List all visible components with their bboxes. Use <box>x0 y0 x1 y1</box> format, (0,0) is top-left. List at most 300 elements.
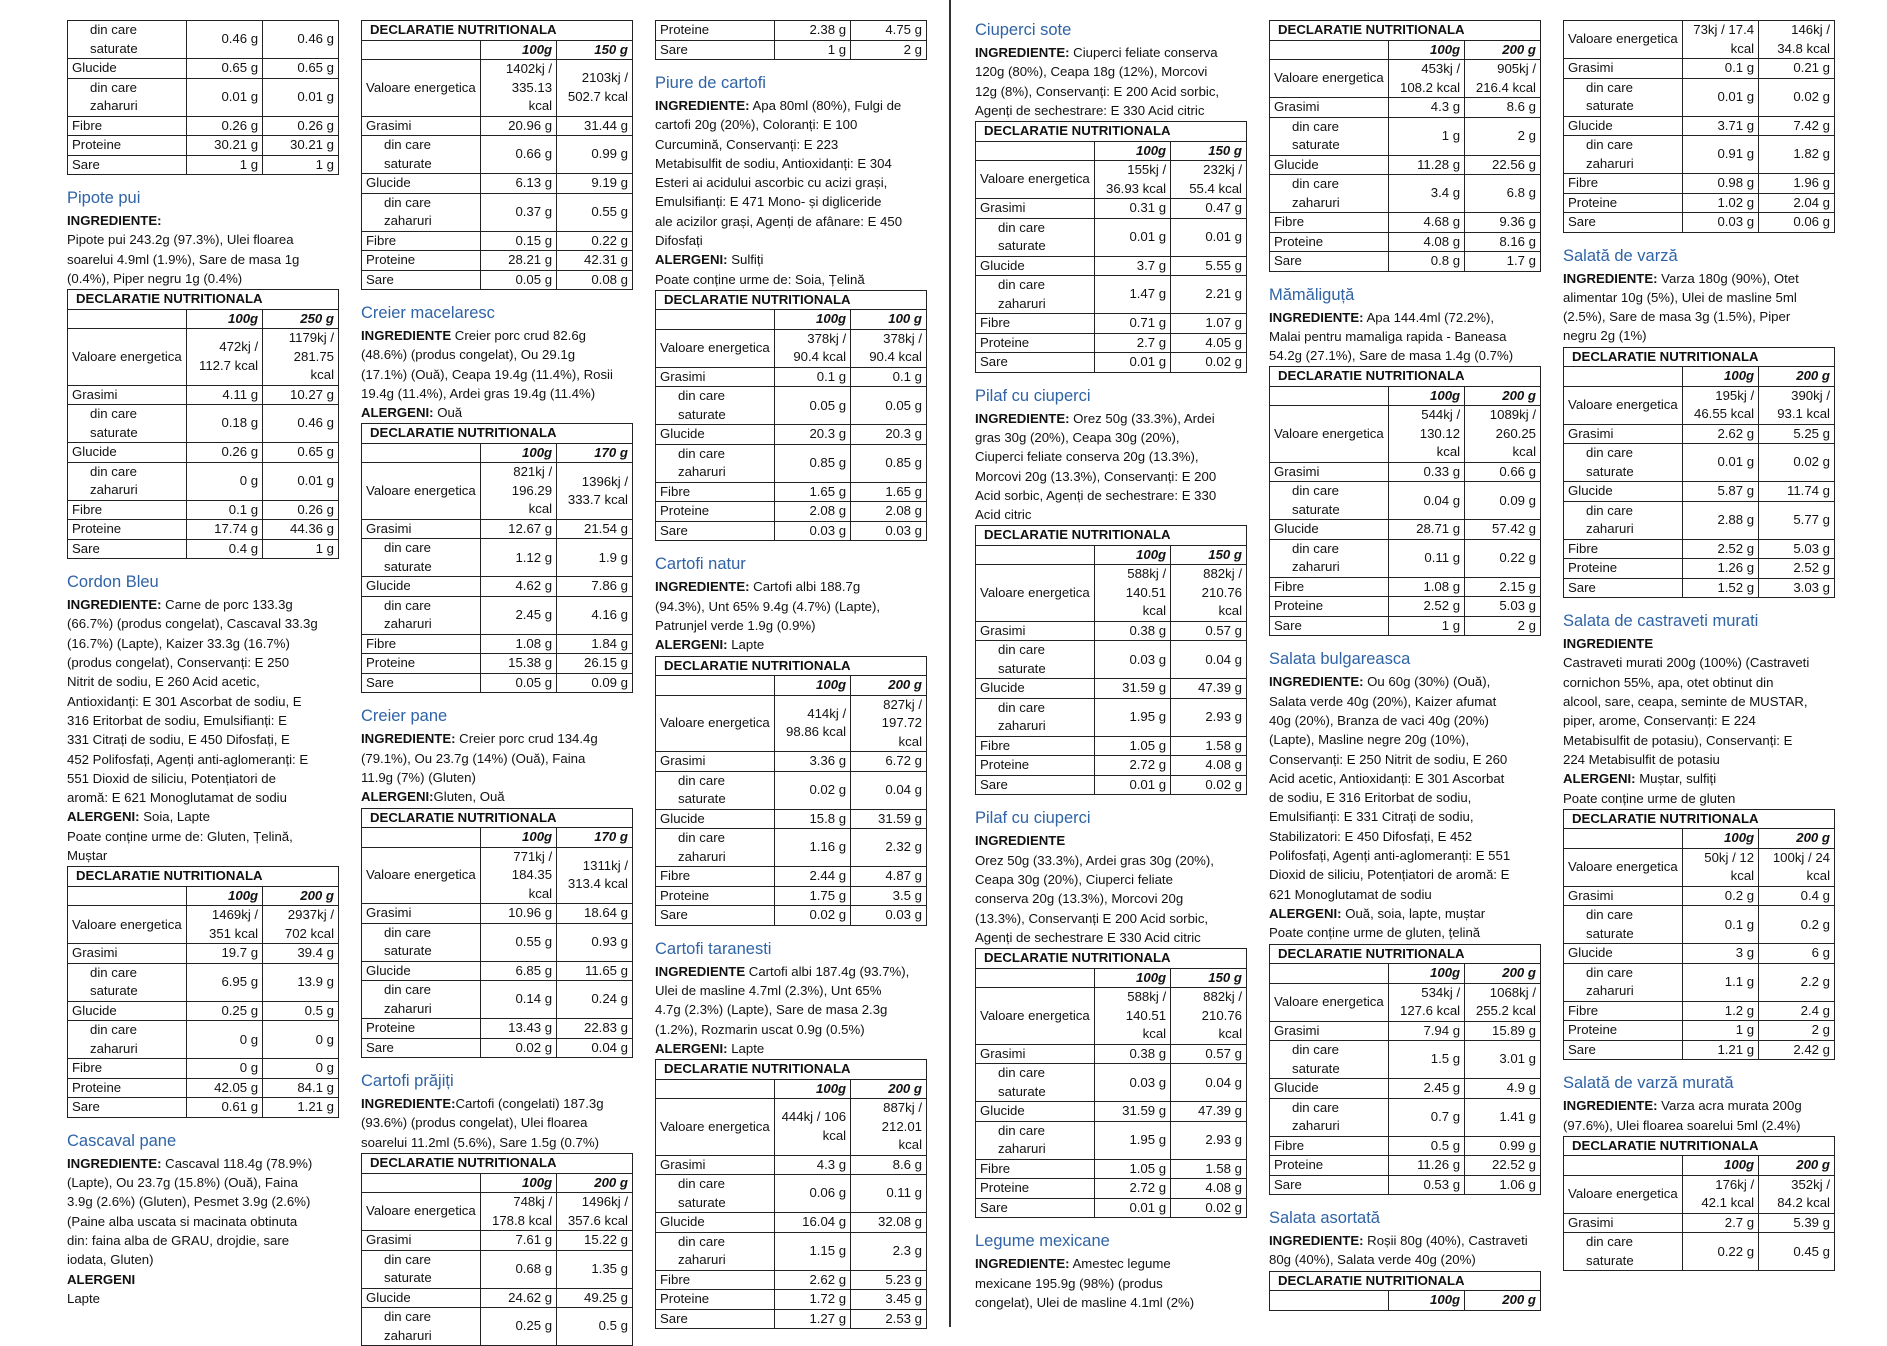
nutrient-label: Sare <box>656 906 775 926</box>
nutrition-row <box>68 21 339 59</box>
nutrient-value: 2.93 g <box>1171 1121 1247 1159</box>
nutrient-label: Proteine <box>1270 597 1389 617</box>
nutrient-value: 3.4 g <box>1389 175 1465 213</box>
nutrition-row <box>362 1019 633 1039</box>
nutrient-value: 5.03 g <box>1759 539 1835 559</box>
text-line: Emulsifianți: E 471 Mono- și digliceride <box>655 194 882 210</box>
nutrient-value: 20.3 g <box>851 425 927 445</box>
portion-blank <box>68 309 187 329</box>
nutrition-portion-row <box>656 1079 927 1099</box>
section-title: Mămăliguță <box>1269 285 1355 304</box>
nutrition-row <box>656 1155 927 1175</box>
text-line: (13.3%), Conservanți E 200 Acid sorbic, <box>975 910 1209 926</box>
nutrition-row <box>656 771 927 809</box>
nutrition-row <box>1564 21 1835 59</box>
nutrition-row <box>656 1213 927 1233</box>
text-line: Difosfați <box>655 233 703 249</box>
nutrient-value: 2.7 g <box>1683 1213 1759 1233</box>
nutrition-row <box>1270 60 1541 98</box>
nutrition-header-row <box>976 122 1247 142</box>
nutrient-value: 0.02 g <box>1171 1198 1247 1218</box>
section-title: Salată de varză <box>1563 246 1678 265</box>
nutrition-header: DECLARATIE NUTRITIONALA <box>68 290 339 310</box>
nutrient-label: Grasimi <box>976 1044 1095 1064</box>
nutrition-portion-row <box>1270 1291 1541 1311</box>
nutrient-label: din care zaharuri <box>656 829 775 867</box>
nutrient-label: Sare <box>976 775 1095 795</box>
ingredients-text <box>1269 904 1541 943</box>
portion-label: 150 g <box>557 40 633 60</box>
nutrient-label: Fibre <box>1564 1001 1683 1021</box>
nutrient-value: 47.39 g <box>1171 1102 1247 1122</box>
nutrition-table <box>1563 1136 1835 1272</box>
nutrient-label: Valoare energetica <box>656 1099 775 1156</box>
nutrient-value: 0.06 g <box>775 1175 851 1213</box>
nutrition-row <box>362 60 633 117</box>
nutrient-value: 1.27 g <box>775 1309 851 1329</box>
text-line: 3.9g (2.6%) (Gluten), Pesmet 3.9g (2.6%) <box>67 1194 311 1210</box>
nutrient-label: Grasimi <box>656 1155 775 1175</box>
portion-label: 100g <box>187 309 263 329</box>
nutrient-value: 3 g <box>1683 944 1759 964</box>
nutrient-value: 2.52 g <box>1683 539 1759 559</box>
nutrient-value: 1.58 g <box>1171 1159 1247 1179</box>
nutrient-value: 21.54 g <box>557 519 633 539</box>
portion-label: 100g <box>1389 964 1465 984</box>
nutrition-row <box>976 314 1247 334</box>
portion-label: 150 g <box>1171 141 1247 161</box>
nutrient-label: din care zaharuri <box>1270 175 1389 213</box>
nutrient-label: Valoare energetica <box>1270 983 1389 1021</box>
text-inline: Ciuperci feliate conserva <box>1069 45 1218 60</box>
nutrient-value: 0.02 g <box>1171 353 1247 373</box>
nutrient-value: 378kj / 90.4 kcal <box>775 329 851 367</box>
text-line: (Lapte), Ou 23.7g (15.8%) (Ouă), Faina <box>67 1175 298 1191</box>
nutrient-value: 5.77 g <box>1759 501 1835 539</box>
nutrition-row <box>1270 482 1541 520</box>
nutrient-value: 0.55 g <box>481 923 557 961</box>
nutrient-value: 15.89 g <box>1465 1021 1541 1041</box>
nutrient-value: 0.5 g <box>557 1308 633 1346</box>
text-inline: Orez 50g (33.3%), Ardei <box>1069 410 1215 426</box>
section-title: Pipote pui <box>67 189 141 207</box>
portion-blank <box>1270 40 1389 60</box>
nutrient-value: 2.2 g <box>1759 963 1835 1001</box>
nutrient-value: 1 g <box>187 155 263 175</box>
nutrient-label: Proteine <box>656 502 775 522</box>
nutrient-value: 352kj / 84.2 kcal <box>1759 1175 1835 1213</box>
text-line: Pipote pui 243.2g (97.3%), Ulei floarea <box>67 232 294 248</box>
nutrition-row <box>362 1250 633 1288</box>
portion-label: 100g <box>187 886 263 906</box>
nutrient-value: 905kj / 216.4 kcal <box>1465 60 1541 98</box>
text-lead: INGREDIENTE: <box>1563 1098 1658 1114</box>
portion-blank <box>362 40 481 60</box>
text-line: (16.7%) (Lapte), Kaizer 33.3g (16.7%) <box>67 635 290 651</box>
text-inline: Apa 80ml (80%), Fulgi de <box>749 98 902 113</box>
nutrient-value: 0.61 g <box>187 1098 263 1118</box>
nutrient-label: Grasimi <box>1564 424 1683 444</box>
nutrient-value: 1.96 g <box>1759 174 1835 194</box>
nutrient-label: din care zaharuri <box>656 444 775 482</box>
nutrition-header-row <box>976 949 1247 969</box>
nutrient-value: 0.38 g <box>1095 621 1171 641</box>
text-lead: INGREDIENTE: <box>361 1096 456 1112</box>
nutrient-value: 0.22 g <box>557 231 633 251</box>
nutrition-header: DECLARATIE NUTRITIONALA <box>362 1154 633 1174</box>
nutrient-value: 0.2 g <box>1759 906 1835 944</box>
nutrient-label: Fibre <box>362 634 481 654</box>
nutrient-label: Sare <box>1270 252 1389 272</box>
nutrient-label: din care zaharuri <box>1564 501 1683 539</box>
nutrient-value: 18.64 g <box>557 904 633 924</box>
nutrient-value: 0.03 g <box>775 521 851 541</box>
text-line: conserva 20g (13.3%), Morcovi 20g <box>975 891 1184 907</box>
text-inline: Cartofi albi 188.7g <box>749 579 861 595</box>
nutrition-row <box>362 1288 633 1308</box>
nutrient-label: Fibre <box>362 231 481 251</box>
nutrient-value: 3.36 g <box>775 752 851 772</box>
text-lead: INGREDIENTE <box>655 963 746 979</box>
nutrition-header-row <box>1564 1136 1835 1156</box>
nutrient-value: 0.04 g <box>1171 641 1247 679</box>
text-lead: INGREDIENTE: <box>361 731 456 747</box>
nutrient-label: Fibre <box>1564 174 1683 194</box>
text-line: (0.4%), Piper negru 1g (0.4%) <box>67 270 243 286</box>
nutrient-value: 2103kj / 502.7 kcal <box>557 60 633 117</box>
nutrition-row <box>68 906 339 944</box>
nutrient-label: din care zaharuri <box>976 698 1095 736</box>
nutrient-value: 17.74 g <box>187 520 263 540</box>
text-line: 4.7g (2.3%) (Lapte), Sare de masa 2.3g <box>655 1002 888 1018</box>
nutrient-value: 453kj / 108.2 kcal <box>1389 60 1465 98</box>
nutrition-row <box>1270 1079 1541 1099</box>
nutrition-row <box>1270 616 1541 636</box>
nutrient-value: 0.38 g <box>1095 1044 1171 1064</box>
nutrient-label: din care saturate <box>976 641 1095 679</box>
nutrient-value: 2 g <box>1465 117 1541 155</box>
nutrient-value: 1.08 g <box>1389 577 1465 597</box>
text-lead: INGREDIENTE: <box>67 597 162 613</box>
nutrient-value: 0.01 g <box>1095 1198 1171 1218</box>
nutrient-value: 1.1 g <box>1683 963 1759 1001</box>
nutrient-value: 390kj / 93.1 kcal <box>1759 386 1835 424</box>
column-1 <box>67 20 339 1308</box>
text-line: Poate conține urme de: Gluten, Țelină, <box>67 828 293 844</box>
nutrition-portion-row <box>68 886 339 906</box>
nutrient-label: Proteine <box>1270 1156 1389 1176</box>
nutrient-value: 0.02 g <box>775 906 851 926</box>
portion-blank <box>1270 1291 1389 1311</box>
nutrient-value: 57.42 g <box>1465 520 1541 540</box>
nutrition-header-row <box>1564 347 1835 367</box>
section-title: Ciuperci sote <box>975 21 1072 39</box>
nutrient-value: 882kj / 210.76 kcal <box>1171 988 1247 1045</box>
nutrient-value: 0.37 g <box>481 193 557 231</box>
nutrient-label: Proteine <box>1270 232 1389 252</box>
text-line: Ciuperci feliate conserva 20g (13.3%), <box>975 449 1199 465</box>
text-lead: INGREDIENTE: <box>1269 309 1364 325</box>
portion-blank <box>976 545 1095 565</box>
nutrition-row <box>656 329 927 367</box>
text-line: Ulei de masline 4.7ml (2.3%), Unt 65% <box>655 982 882 998</box>
nutrient-value: 2.21 g <box>1171 276 1247 314</box>
nutrient-value: 1.06 g <box>1465 1175 1541 1195</box>
nutrition-row <box>1564 78 1835 116</box>
nutrient-value: 4.68 g <box>1389 213 1465 233</box>
text-inline: Soia, Lapte <box>139 809 210 825</box>
nutrient-value: 9.19 g <box>557 174 633 194</box>
nutrient-value: 10.96 g <box>481 904 557 924</box>
nutrition-row <box>1270 1098 1541 1136</box>
nutrient-label: Glucide <box>1270 155 1389 175</box>
text-lead: INGREDIENTE <box>975 833 1066 849</box>
nutrient-value: 9.36 g <box>1465 213 1541 233</box>
text-line: (17.1%) (Ouă), Ceapa 19.4g (11.4%), Rosii <box>361 366 613 382</box>
nutrition-portion-row <box>656 676 927 696</box>
nutrient-label: din care saturate <box>362 923 481 961</box>
section-title: Cascaval pane <box>67 1131 177 1150</box>
nutrient-value: 0.04 g <box>1171 1064 1247 1102</box>
nutrition-row <box>1564 386 1835 424</box>
ingredients-text <box>1563 769 1835 808</box>
portion-label: 200 g <box>1759 367 1835 387</box>
nutrient-label: Grasimi <box>656 367 775 387</box>
nutrient-value: 20.96 g <box>481 116 557 136</box>
nutrition-row <box>1564 59 1835 79</box>
nutrition-row <box>1564 193 1835 213</box>
nutrient-value: 3.03 g <box>1759 578 1835 598</box>
nutrient-label: Glucide <box>68 443 187 463</box>
nutrient-label: Grasimi <box>362 1231 481 1251</box>
nutrient-label: Grasimi <box>362 116 481 136</box>
nutrient-label: Glucide <box>1564 944 1683 964</box>
section-title: Piure de cartofi <box>655 74 766 92</box>
nutrient-value: 1.07 g <box>1171 314 1247 334</box>
ingredients-text <box>361 787 633 806</box>
nutrient-label: Glucide <box>976 679 1095 699</box>
nutrition-row <box>362 1193 633 1231</box>
nutrient-value: 1.65 g <box>851 482 927 502</box>
text-lead: INGREDIENTE: <box>655 98 750 113</box>
nutrient-label: Glucide <box>656 425 775 445</box>
nutrient-value: 0.01 g <box>1095 353 1171 373</box>
nutrient-label: Valoare energetica <box>68 329 187 386</box>
text-lead: ALERGENI: <box>655 252 728 268</box>
nutrient-value: 1496kj / 357.6 kcal <box>557 1193 633 1231</box>
text-line: Curcumină, Conservanți: E 223 <box>655 136 839 152</box>
ingredients-text <box>361 403 633 422</box>
nutrition-header: DECLARATIE NUTRITIONALA <box>656 1060 927 1080</box>
portion-label: 250 g <box>263 309 339 329</box>
nutrient-value: 0 g <box>187 1059 263 1079</box>
nutrient-value: 11.65 g <box>557 961 633 981</box>
text-line: de sodiu, E 316 Eritorbat de sodiu, <box>1269 790 1472 806</box>
nutrient-value: 2.88 g <box>1683 501 1759 539</box>
nutrition-row <box>1270 213 1541 233</box>
nutrient-value: 2.62 g <box>1683 424 1759 444</box>
nutrition-portion-row <box>1564 829 1835 849</box>
nutrient-value: 42.05 g <box>187 1078 263 1098</box>
nutrition-row <box>68 1059 339 1079</box>
nutrient-value: 821kj / 196.29 kcal <box>481 463 557 520</box>
nutrition-row <box>1564 944 1835 964</box>
nutrient-label: Grasimi <box>1564 1213 1683 1233</box>
portion-label: 100 g <box>851 310 927 330</box>
nutrient-value: 0.06 g <box>1759 213 1835 233</box>
nutrition-row <box>656 40 927 60</box>
nutrient-label: Sare <box>362 270 481 290</box>
nutrition-row <box>976 353 1247 373</box>
nutrient-label: Valoare energetica <box>1564 1175 1683 1213</box>
text-lead: INGREDIENTE <box>1563 636 1654 652</box>
portion-label: 200 g <box>263 886 339 906</box>
portion-label: 200 g <box>557 1173 633 1193</box>
text-line: Orez 50g (33.3%), Ardei gras 30g (20%), <box>975 852 1214 868</box>
portion-blank <box>1564 1156 1683 1176</box>
nutrient-label: Valoare energetica <box>362 847 481 904</box>
section-title: Pilaf cu ciuperci <box>975 809 1091 828</box>
nutrition-portion-row <box>1270 386 1541 406</box>
portion-blank <box>1270 964 1389 984</box>
nutrition-row <box>68 155 339 175</box>
nutrient-label: Fibre <box>656 1270 775 1290</box>
nutrient-value: 0.26 g <box>263 500 339 520</box>
nutrient-value: 0.71 g <box>1095 314 1171 334</box>
ingredients-text <box>1563 1096 1835 1135</box>
nutrition-row <box>656 809 927 829</box>
portion-label: 100g <box>775 1079 851 1099</box>
nutrition-row <box>362 116 633 136</box>
nutrient-value: 0.04 g <box>1389 482 1465 520</box>
nutrient-label: Proteine <box>68 1078 187 1098</box>
portion-blank <box>362 443 481 463</box>
text-inline: Ouă <box>433 405 463 421</box>
nutrient-value: 13.9 g <box>263 963 339 1001</box>
text-lead: ALERGENI: <box>361 405 434 421</box>
nutrient-label: din care saturate <box>1270 1041 1389 1079</box>
nutrition-table <box>67 866 339 1118</box>
nutrition-row <box>976 1179 1247 1199</box>
nutrient-value: 8.16 g <box>1465 232 1541 252</box>
nutrition-row <box>362 596 633 634</box>
nutrient-value: 195kj / 46.55 kcal <box>1683 386 1759 424</box>
portion-label: 200 g <box>851 676 927 696</box>
text-line: 120g (80%), Ceapa 18g (12%), Morcovi <box>975 64 1208 80</box>
nutrient-value: 0.05 g <box>851 387 927 425</box>
nutrient-value: 1.05 g <box>1095 1159 1171 1179</box>
nutrition-header-row <box>1564 809 1835 829</box>
portion-blank <box>362 1173 481 1193</box>
nutrition-table <box>655 20 927 60</box>
text-line: Acid citric <box>975 507 1032 523</box>
text-line: 316 Eritorbat de sodiu, Emulsifianți: E <box>67 712 287 728</box>
nutrient-value: 6.85 g <box>481 961 557 981</box>
nutrition-table <box>1269 20 1541 272</box>
nutrient-value: 1089kj / 260.25 kcal <box>1465 406 1541 463</box>
text-line: cornichon 55%, apa, otet obtinut din <box>1563 674 1774 690</box>
section-title: Legume mexicane <box>975 1232 1110 1251</box>
nutrition-header: DECLARATIE NUTRITIONALA <box>656 656 927 676</box>
nutrition-row <box>1564 1021 1835 1041</box>
ingredients-text <box>655 635 927 654</box>
text-line: 224 Metabisulfit de potasiu <box>1563 751 1720 767</box>
text-lead: ALERGENI: <box>67 809 140 825</box>
nutrient-value: 155kj / 36.93 kcal <box>1095 161 1171 199</box>
text-inline: Roșii 80g (40%), Castraveti <box>1363 1233 1528 1249</box>
nutrient-label: din care saturate <box>976 218 1095 256</box>
nutrition-row <box>976 199 1247 219</box>
nutrition-row <box>1270 117 1541 155</box>
nutrient-value: 1 g <box>1389 616 1465 636</box>
nutrient-value: 4.11 g <box>187 385 263 405</box>
text-line: Acid acetic, Antioxidanți: E 301 Ascorbat <box>1269 770 1505 786</box>
nutrient-value: 73kj / 17.4 kcal <box>1683 21 1759 59</box>
section-title: Salată de varză murată <box>1563 1074 1734 1093</box>
nutrient-value: 0.1 g <box>1683 906 1759 944</box>
nutrient-label: din care zaharuri <box>976 276 1095 314</box>
text-line: (produs congelat), Conservanți: E 250 <box>67 655 290 671</box>
nutrient-value: 5.23 g <box>851 1270 927 1290</box>
nutrition-row <box>1270 406 1541 463</box>
nutrition-row <box>68 116 339 136</box>
text-line: (48.6%) (produs congelat), Ou 29.1g <box>361 347 576 363</box>
portion-label: 150 g <box>1171 545 1247 565</box>
nutrient-value: 0.91 g <box>1683 136 1759 174</box>
section-title: Cartofi prăjiți <box>361 1072 454 1091</box>
nutrient-value: 0.03 g <box>1683 213 1759 233</box>
nutrient-label: Glucide <box>1564 482 1683 502</box>
nutrient-value: 0.5 g <box>1389 1136 1465 1156</box>
nutrient-value: 588kj / 140.51 kcal <box>1095 988 1171 1045</box>
nutrient-label: Sare <box>362 673 481 693</box>
nutrient-label: din care saturate <box>1564 906 1683 944</box>
text-inline: Amestec legume <box>1069 1256 1171 1272</box>
nutrition-table <box>1269 366 1541 636</box>
nutrition-row <box>1564 1040 1835 1060</box>
nutrient-value: 146kj / 34.8 kcal <box>1759 21 1835 59</box>
nutrient-label: Proteine <box>68 520 187 540</box>
text-line: Castraveti murati 200g (100%) (Castraveti <box>1563 655 1810 671</box>
nutrient-label: Glucide <box>1270 1079 1389 1099</box>
nutrient-value: 0.4 g <box>1759 886 1835 906</box>
nutrient-value: 47.39 g <box>1171 679 1247 699</box>
text-lead: INGREDIENTE: <box>655 579 750 595</box>
nutrient-label: Grasimi <box>68 385 187 405</box>
text-line: 621 Monoglutamat de sodiu <box>1269 886 1432 902</box>
nutrition-portion-row <box>362 828 633 848</box>
nutrient-value: 5.25 g <box>1759 424 1835 444</box>
nutrition-row <box>362 673 633 693</box>
nutrient-label: Fibre <box>976 1159 1095 1179</box>
nutrient-value: 2.93 g <box>1171 698 1247 736</box>
nutrient-label: Valoare energetica <box>976 988 1095 1045</box>
nutrient-value: 534kj / 127.6 kcal <box>1389 983 1465 1021</box>
nutrition-table <box>975 948 1247 1218</box>
nutrient-label: Proteine <box>1564 193 1683 213</box>
nutrient-value: 10.27 g <box>263 385 339 405</box>
nutrient-value: 0.31 g <box>1095 199 1171 219</box>
nutrition-table <box>1269 944 1541 1196</box>
nutrient-label: Valoare energetica <box>1564 386 1683 424</box>
nutrient-label: din care saturate <box>656 771 775 809</box>
nutrition-row <box>68 136 339 156</box>
nutrition-row <box>68 59 339 79</box>
nutrient-value: 1.65 g <box>775 482 851 502</box>
portion-blank <box>656 310 775 330</box>
nutrient-value: 15.8 g <box>775 809 851 829</box>
nutrition-row <box>1564 1001 1835 1021</box>
